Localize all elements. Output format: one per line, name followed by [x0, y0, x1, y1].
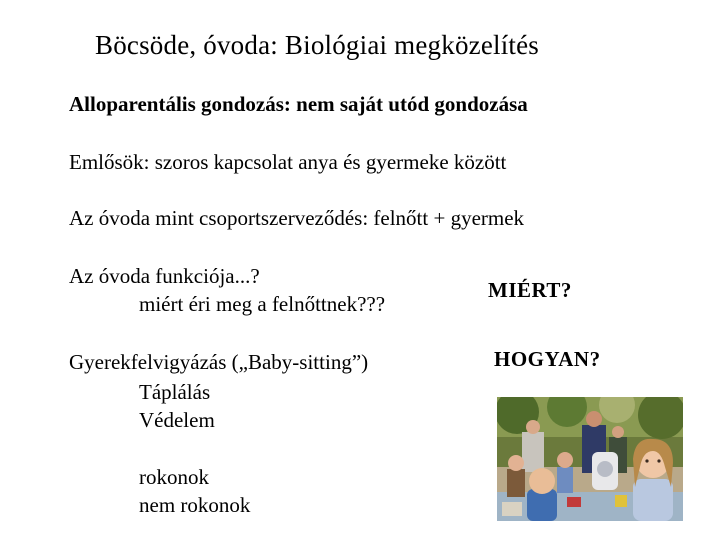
mammals-line: Emlősök: szoros kapcsolat anya és gyermeke között [69, 150, 507, 174]
function-subquestion: miért éri meg a felnőttnek??? [139, 292, 386, 316]
function-question: Az óvoda funkciója...? [69, 264, 260, 288]
relatives-line: rokonok [139, 465, 209, 489]
protection-line: Védelem [139, 408, 215, 432]
alloparental-line: Alloparentális gondozás: nem saját utód gondozása [69, 92, 528, 116]
childcare-line: Gyerekfelvigyázás („Baby-sitting”) [69, 350, 369, 374]
why-label: MIÉRT? [488, 278, 572, 302]
how-label: HOGYAN? [494, 347, 601, 371]
non-relatives-line: nem rokonok [139, 493, 251, 517]
kindergarten-group-line: Az óvoda mint csoportszerveződés: felnőtt + gyermek [69, 206, 525, 230]
children-photo [497, 397, 683, 521]
feeding-line: Táplálás [139, 380, 211, 404]
slide-title: Böcsöde, óvoda: Biológiai megközelítés [95, 30, 540, 60]
